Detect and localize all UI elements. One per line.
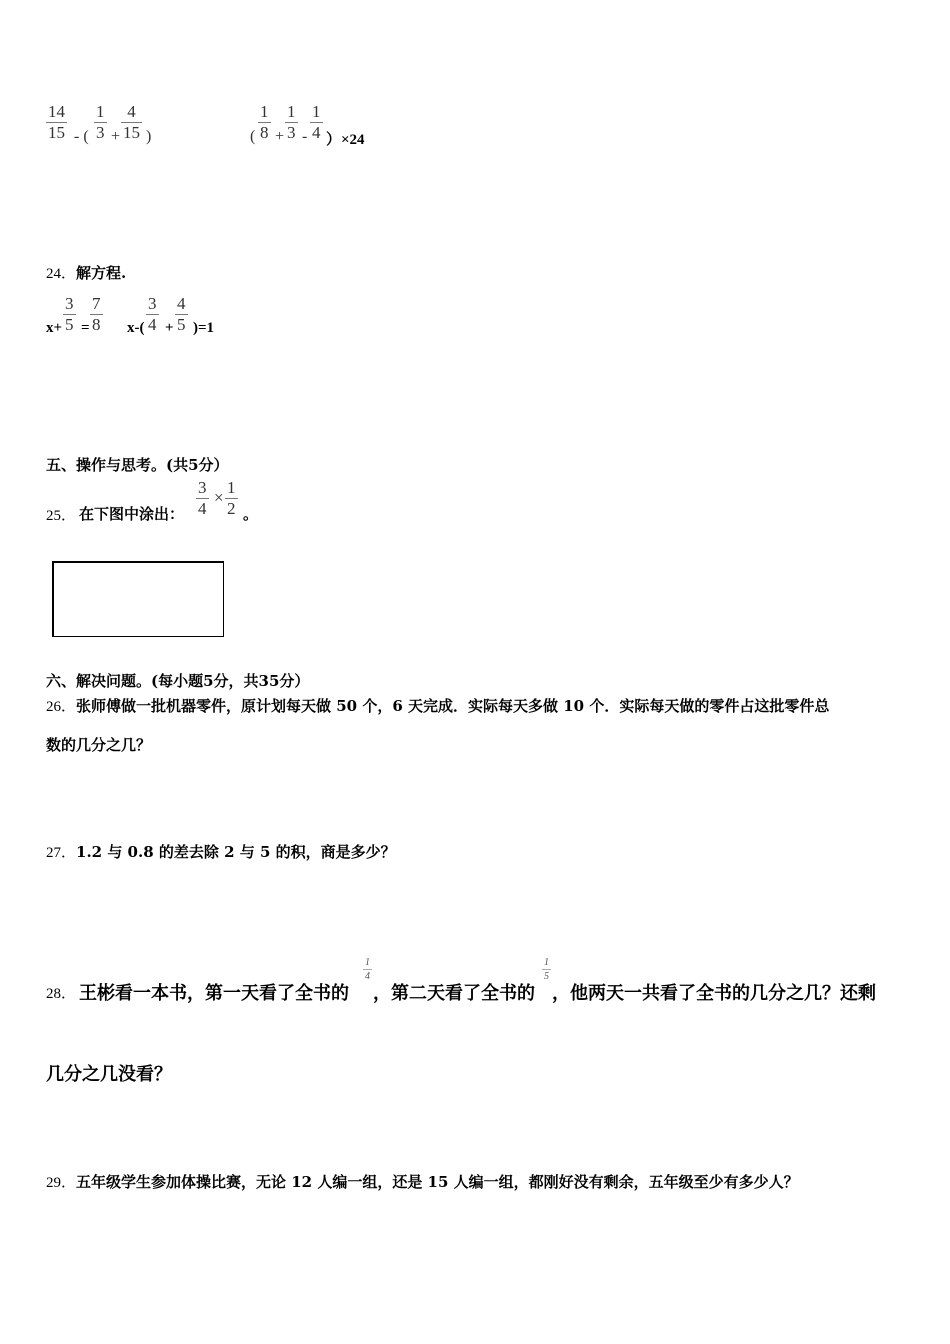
- times-sign: ×: [214, 488, 224, 507]
- operator: +: [165, 320, 174, 336]
- fraction: 14 15: [48, 102, 65, 142]
- question-26-line-1: 26．张师傅做一批机器零件，原计划每天做 50 个，6 天完成．实际每天多做 10 个．实际每天做的零件占这批零件总: [46, 697, 830, 715]
- question-26-line-2: 数的几分之几？: [46, 736, 152, 754]
- question-29: 29．五年级学生参加体操比赛，无论 12 人编一组，还是 15 人编一组，都刚好没有剩余，五年级至少有多少人？: [46, 1173, 799, 1191]
- fraction: 1 4: [312, 102, 321, 142]
- fraction: 4 15: [123, 102, 140, 142]
- fraction: 3 5: [65, 294, 74, 334]
- operator: (: [250, 128, 256, 145]
- question-28-line-2: 几分之几没看？: [46, 1064, 172, 1085]
- operator: ): [146, 128, 152, 145]
- fraction: 1 5: [544, 957, 549, 982]
- equals-sign: =: [81, 320, 90, 336]
- operator: +: [275, 128, 285, 145]
- shading-rectangle: [52, 561, 224, 637]
- fraction: 3 4: [198, 478, 207, 518]
- equation-lhs: x+: [46, 320, 63, 336]
- fraction: 1 3: [287, 102, 296, 142]
- operator: +: [111, 128, 121, 145]
- fraction: 7 8: [92, 294, 101, 334]
- fraction: 1 3: [96, 102, 105, 142]
- section-6-title: 六、解决问题。(每小题5分，共35分）: [46, 672, 310, 690]
- section-5-title: 五、操作与思考。(共5分）: [46, 456, 229, 474]
- fraction: 3 4: [148, 294, 157, 334]
- fraction: 1 4: [365, 957, 370, 982]
- question-24-heading: 24．解方程.: [46, 264, 127, 282]
- operator: - (: [74, 128, 89, 145]
- equation-rhs: )=1: [193, 320, 215, 336]
- fraction: 4 5: [177, 294, 186, 334]
- equation-lhs: x-(: [127, 320, 145, 336]
- operator: ）×24: [326, 132, 365, 148]
- fraction: 1 8: [260, 102, 269, 142]
- operator: -: [302, 128, 308, 145]
- question-27: 27．1.2 与 0.8 的差去除 2 与 5 的积，商是多少？: [46, 843, 396, 861]
- fraction: 1 2: [227, 478, 236, 518]
